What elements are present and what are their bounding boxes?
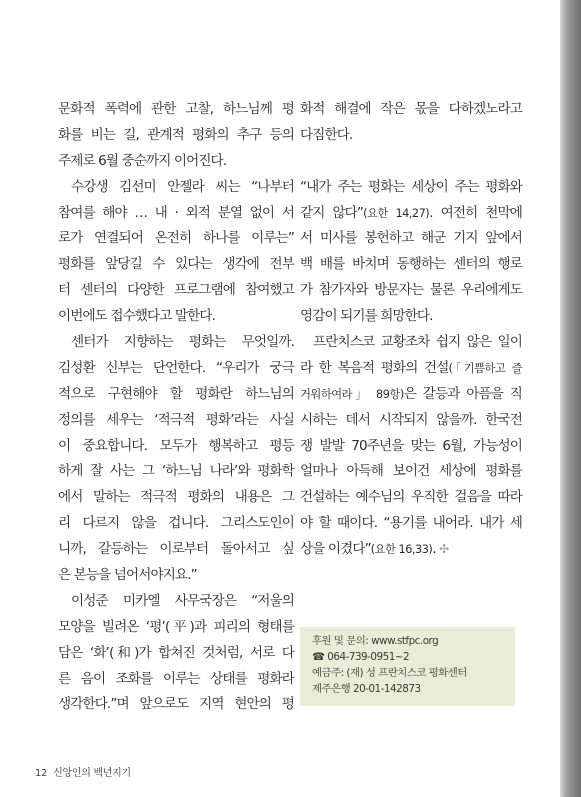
text-line: 하게 잘 사는 그 ‘하느님 나라’와 평화학 [58,463,294,480]
text-line: “내가 주는 평화는 세상이 주는 평화와 [300,178,522,195]
quote-text: 같지 않다” [300,204,364,221]
text-line: 니까, 갈등하는 이로부터 돌아서고 싶 [58,541,294,558]
citation: (요한 16,33) [370,543,433,557]
text-line: 야 할 때이다. “용기를 내어라. 내가 세 [300,515,522,532]
account-holder-line: 예금주: (재) 성 프란치스코 평화센터 [312,667,467,679]
text-run: . [432,541,440,558]
text-line: 터 센터의 다양한 프로그램에 참여했고 [58,282,294,299]
text-line: 은 본능을 넘어서야지요.” [58,567,197,584]
page-number: 12 [35,768,48,779]
citation: (「기쁨하고 즐 [448,361,522,375]
contact-line: 후원 및 문의: www.stfpc.org [312,635,439,647]
text-line: 문화적 폭력에 관한 고찰, 하느님께 평 [58,101,294,117]
citation: (요한 14,27) [363,206,430,220]
text-line: 센터가 지향하는 평화는 무엇일까. [71,334,294,351]
citation: 거워하여라」 89항) [300,387,404,401]
text-line [300,382,522,408]
cross-ornament-icon: ✣ [439,542,450,557]
text-line: 영감이 되기를 희망한다. [300,308,433,325]
text-line: 이 중요합니다. 모두가 행복하고 평등 [58,437,294,454]
text-line: 시하는 데서 시작되지 않을까. 한국전 [300,411,522,428]
text-line: 이번에도 접수했다고 말한다. [58,308,216,325]
donation-info-box [300,627,515,706]
text-line: 정의를 세우는 ‘적극적 평화’라는 사실 [58,411,294,428]
text-line: 이성준 미카엘 사무국장은 “저울의 [71,592,294,609]
text-line: 생각한다.”며 앞으로도 지역 현안의 평 [58,696,294,713]
paragraph-gap [300,149,522,175]
text-line: 참여를 해야 … 내 · 외적 분열 없이 서 [58,204,294,221]
text-run: . 여전히 천막에 [429,204,522,221]
text-line: 화를 비는 길, 관계적 평화의 추구 등의 [58,126,294,143]
text-line: 서 미사를 봉헌하고 해군 기지 앞에서 [300,230,522,247]
left-column [58,97,294,718]
text-line: 평화를 앞당길 수 있다는 생각에 전부 [58,256,294,273]
text-line: 쟁 발발 70주년을 맞는 6월, 가능성이 [300,437,522,454]
text-line: 건설하는 예수님의 우직한 걸음을 따라 [300,489,522,506]
text-line: 수강생 김선미 안젤라 씨는 “나부터 [71,178,294,195]
text-line: 화적 해결에 작은 몫을 다하겠노라고 [300,101,522,117]
text-line: 담은 ‘화’(和)가 합쳐진 것처럼, 서로 다 [58,644,294,661]
text-line: 른 음이 조화를 이루는 상태를 평화라 [58,670,294,687]
text-line: 김성환 신부는 단언한다. “우리가 궁극 [58,359,294,376]
quote-text: 상을 이겼다” [300,541,371,558]
text-line: 모양을 빌려온 ‘평’(平)과 피리의 형태를 [58,618,294,635]
text-run: 은 갈등과 아픔을 직 [403,385,522,402]
right-column [300,97,522,563]
bank-account-line: 제주은행 20-01-142873 [312,683,421,695]
text-line: 백 배를 바치며 동행하는 센터의 행로 [300,256,522,273]
text-line: 다짐한다. [300,126,353,143]
text-line: 로가 연결되어 온전히 하나를 이루는” [58,230,294,247]
text-line: 에서 말하는 적극적 평화의 내용은 그 [58,489,294,506]
text-line: 주제로 6월 중순까지 이어진다. [58,152,227,169]
page-edge-shadow [560,0,581,797]
text-run: 라 한 복음적 평화의 건설 [300,359,449,376]
text-line: 적으로 구현해야 할 평화란 하느님의 [58,385,294,402]
text-line: 가 참가자와 방문자는 물론 우리에게도 [300,282,522,299]
text-line [300,537,522,563]
text-line: 프란치스코 교황조차 쉽지 않은 일이 [313,334,522,351]
text-line [300,356,522,382]
publication-section: 신앙인의 백년지기 [53,768,131,779]
phone-line: ☎ 064-739-0951~2 [312,651,410,663]
text-line: 리 다르지 않을 겁니다. 그리스도인이 [58,515,294,532]
text-line: 얼마나 아득해 보이건 세상에 평화를 [300,463,522,480]
text-line [300,201,522,227]
page-footer [35,764,137,779]
